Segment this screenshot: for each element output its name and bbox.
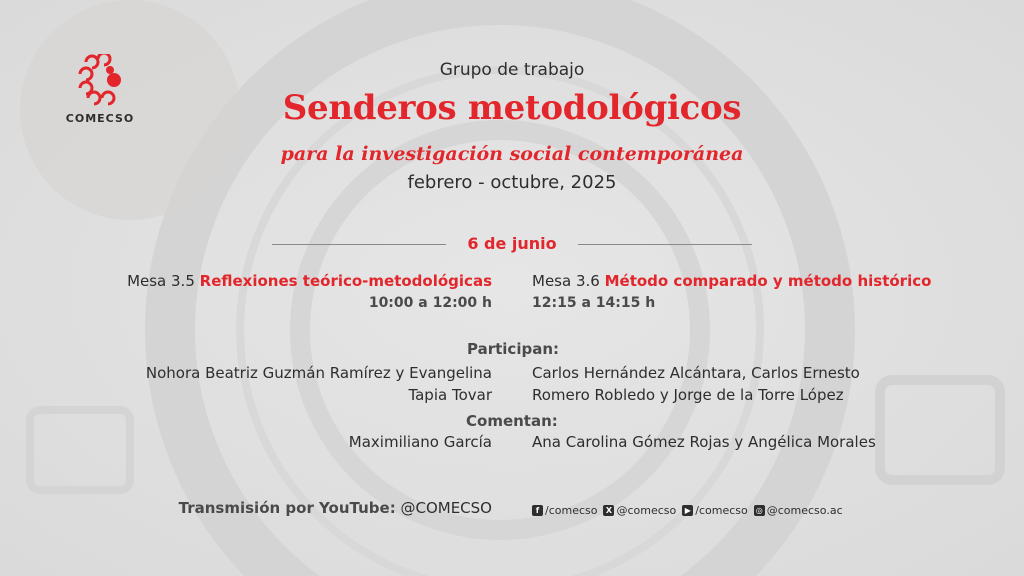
session-3-6-time: 12:15 a 14:15 h [532, 295, 656, 311]
session-3-6-title [532, 272, 931, 290]
divider-right [578, 244, 752, 245]
session-name: Reflexiones teórico-metodológicas [199, 272, 492, 290]
session-3-6-commentators: Ana Carolina Gómez Rojas y Angélica Morales [532, 433, 876, 451]
event-day: 6 de junio [467, 234, 557, 253]
youtube-handle[interactable]: @COMECSO [400, 499, 492, 517]
youtube-icon[interactable]: ▶ [682, 505, 693, 516]
participant-line: Romero Robledo y Jorge de la Torre López [532, 386, 844, 404]
brand-name: COMECSO [65, 112, 135, 125]
session-3-5-title [127, 272, 492, 290]
participant-line: Nohora Beatriz Guzmán Ramírez y Evangelina [145, 364, 492, 382]
session-name: Método comparado y método histórico [604, 272, 932, 290]
instagram-icon[interactable]: ◎ [754, 505, 765, 516]
session-prefix: Mesa 3.6 [532, 272, 600, 290]
commentators-heading: Comentan: [466, 412, 558, 430]
participant-line: Tapia Tovar [408, 386, 492, 404]
youtube-transmission [179, 499, 492, 517]
session-3-5-time: 10:00 a 12:00 h [368, 295, 492, 311]
subtitle: para la investigación social contemporánea [280, 143, 744, 165]
facebook-icon[interactable]: f [532, 505, 543, 516]
social-links [532, 504, 843, 517]
dates: febrero - octubre, 2025 [407, 172, 617, 193]
page-title: Senderos metodológicos [282, 88, 742, 128]
facebook-handle[interactable]: /comecso [545, 504, 598, 517]
kicker: Grupo de trabajo [439, 60, 585, 80]
x-icon[interactable]: X [603, 505, 614, 516]
session-3-5-participants [146, 362, 492, 406]
youtube-channel[interactable]: /comecso [695, 504, 748, 517]
session-3-5-commentators: Maximiliano García [348, 433, 492, 451]
instagram-handle[interactable]: @comecso.ac [766, 504, 843, 517]
x-handle[interactable]: @comecso [616, 504, 677, 517]
session-3-6-participants [532, 362, 860, 406]
participant-line: Carlos Hernández Alcántara, Carlos Ernesto [532, 364, 860, 382]
session-prefix: Mesa 3.5 [127, 272, 195, 290]
participants-heading: Participan: [467, 340, 559, 358]
youtube-label: Transmisión por YouTube: [178, 499, 396, 517]
